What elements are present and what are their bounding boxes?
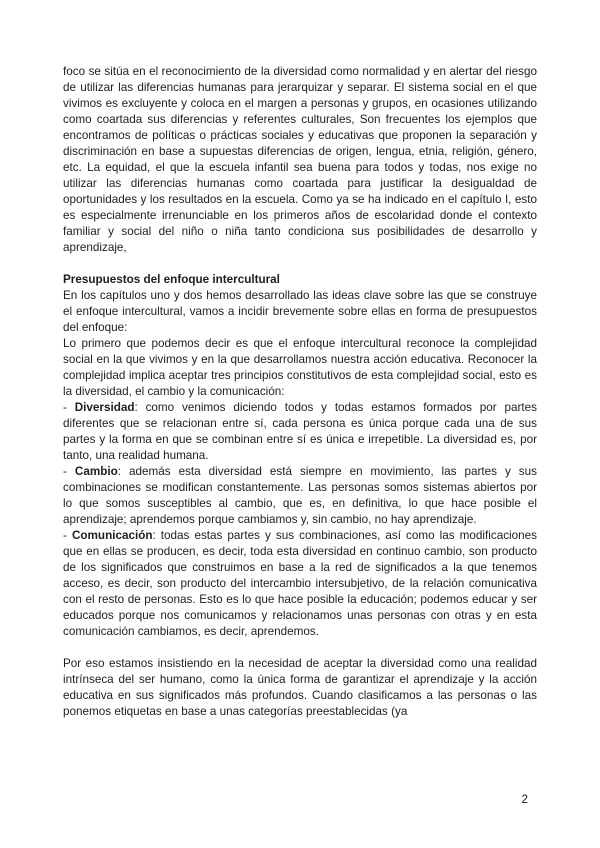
- paragraph-chapters: En los capítulos uno y dos hemos desarrollado las ideas clave sobre las que se construye el enfoque intercultural, vamos a incidir brevemente sobre ellas en forma de presupuestos del enfoque:: [63, 289, 537, 334]
- paragraph-principles-lead: Lo primero que podemos decir es que el enfoque intercultural reconoce la complejidad social en la que vivimos y en la que desarrollamos nuestra acción educativa. Reconocer la complejidad implica aceptar tres principios constitutivos de esta complejidad social, esto es la diversidad, el cambio y la comunicación:: [63, 337, 537, 398]
- list-item-comunicacion: [63, 528, 537, 640]
- list-bullet: -: [63, 529, 72, 542]
- list-term: Cambio: [74, 465, 118, 478]
- list-item-cambio: [63, 464, 537, 528]
- paragraph-intro: foco se sitúa en el reconocimiento de la diversidad como normalidad y en alertar del riesgo de utilizar las diferencias humanas para jerarquizar y separar. El sistema social en el que vivimos es excluyente y coloca en el margen a personas y grupos, en ocasiones utilizando como coartada sus diferencias y referentes culturales, Son frecuentes los ejemplos que encontramos de políticas o prácticas sociales y educativas que proponen la separación y discriminación en base a supuestas diferencias de origen, lengua, etnia, religión, género, etc. La equidad, el que la escuela infantil sea buena para todos y todas, nos exige no utilizar las diferencias humanas como coartada para justificar la desigualdad de oportunidades y los resultados en la escuela. Como ya se ha indicado en el capítulo I, esto es especialmente irrenunciable en los primeros años de escolaridad donde el contexto familiar y social del niño o niña tanto condiciona sus posibilidades de desarrollo y aprendizaje,: [63, 65, 537, 254]
- list-term: Comunicación: [71, 529, 153, 542]
- list-item-diversidad: [63, 400, 537, 464]
- section-heading: Presupuestos del enfoque intercultural: [63, 273, 280, 286]
- list-item-text: : todas estas partes y sus combinaciones, así como las modificaciones que en ellas se producen, es decir, toda esta diversidad en continuo cambio, son producto de los significados que construimos en base a la red de significados a la que tenemos acceso, es decir, son producto del intercambio intersubjetivo, de la relación comunicativa con el resto de personas. Esto es lo que hace posible la educación; podemos educar y ser educados porque nos comunicamos y relacionamos unas personas con otras y en esta comunicación cambiamos, es decir, aprendemos.: [63, 529, 537, 638]
- paragraph-closing: Por eso estamos insistiendo en la necesidad de aceptar la diversidad como una realidad intrínseca del ser humano, como la única forma de garantizar el aprendizaje y la acción educativa en sus significados más profundos. Cuando clasificamos a las personas o las ponemos etiquetas en base a unas categorías preestablecidas (ya: [63, 657, 537, 718]
- list-item-text: : además esta diversidad está siempre en movimiento, las partes y sus combinaciones se modifican constantemente. Las personas somos sistemas abiertos por lo que somos susceptibles al cambio, que es, en definitiva, lo que hace posible el aprendizaje; aprendemos porque cambiamos y, sin cambio, no hay aprendizaje.: [63, 465, 537, 526]
- page-number: 2: [521, 793, 528, 806]
- list-bullet: -: [63, 465, 75, 478]
- list-bullet: -: [63, 401, 75, 414]
- list-item-text: : como venimos diciendo todos y todas estamos formados por partes diferentes que se relacionan entre sí, cada persona es única porque cada una de sus partes y la forma en que se combinan entre sí es única e irrepetible. La diversidad es, por tanto, una realidad humana.: [63, 401, 537, 462]
- page-content: [63, 64, 537, 720]
- list-term: Diversidad: [74, 401, 135, 414]
